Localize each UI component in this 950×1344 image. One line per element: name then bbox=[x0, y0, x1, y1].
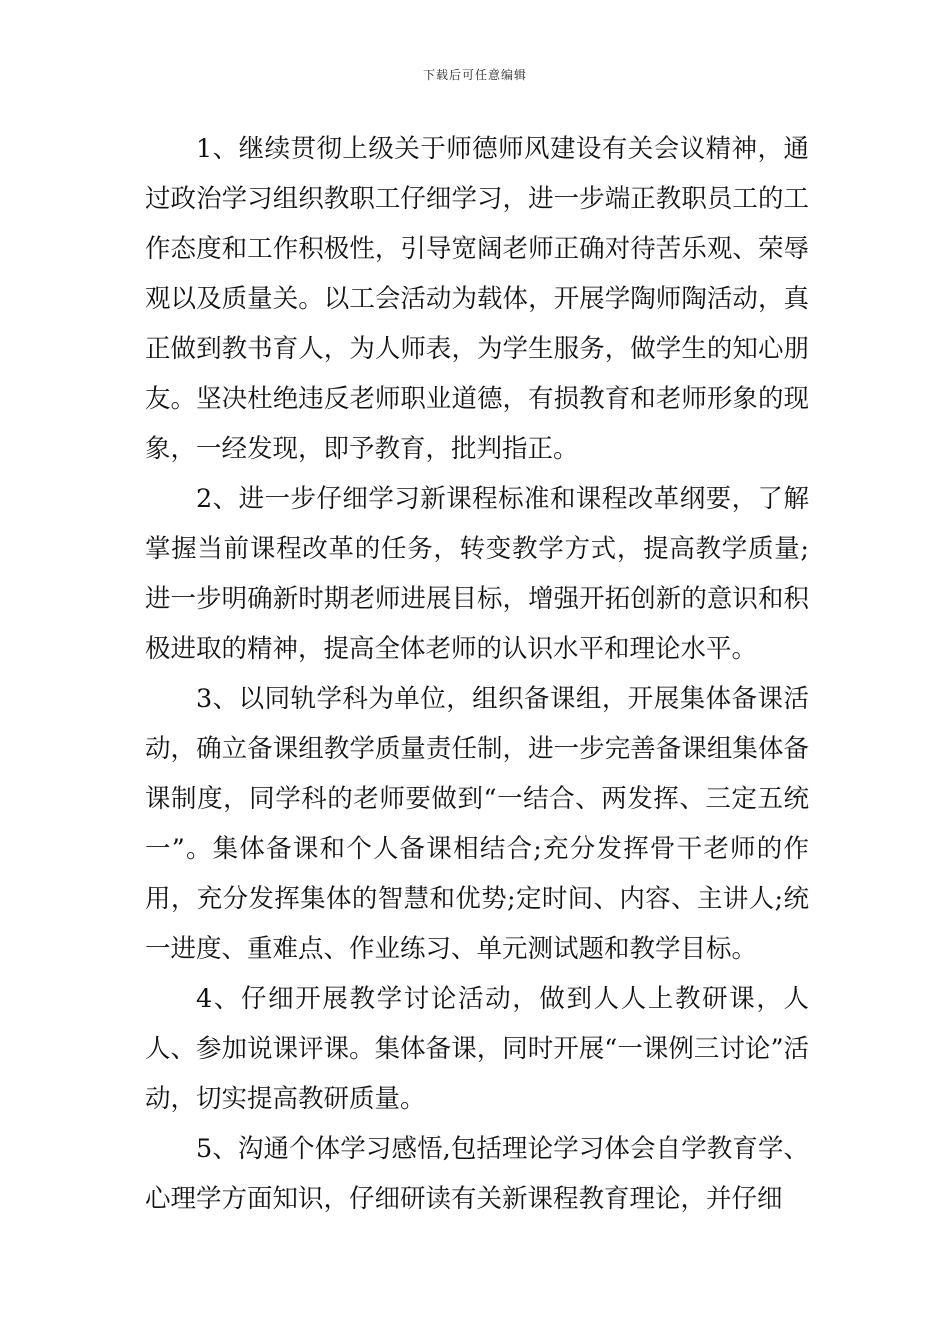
paragraph-2: 2、进一步仔细学习新课程标准和课程改革纲要，了解掌握当前课程改革的任务，转变教学方式，提高教学质量;进一步明确新时期老师进展目标，增强开拓创新的意识和积极进取的精神，提高全体老师的认识水平和理论水平。 bbox=[145, 484, 809, 664]
paragraph-1: 1、继续贯彻上级关于师德师风建设有关会议精神，通过政治学习组织教职工仔细学习，进一步端正教职员工的工作态度和工作积极性，引导宽阔老师正确对待苦乐观、荣辱观以及质量关。以工会活动为载体，开展学陶师陶活动，真正做到教书育人，为人师表，为学生服务，做学生的知心朋友。坚决杜绝违反老师职业道德，有损教育和老师形象的现象，一经发现，即予教育，批判指正。 bbox=[145, 134, 809, 464]
paragraph-5: 5、沟通个体学习感悟,包括理论学习体会自学教育学、心理学方面知识，仔细研读有关新课程教育理论，并仔细 bbox=[145, 1134, 809, 1214]
document-body bbox=[145, 124, 809, 1224]
paragraph-3: 3、以同轨学科为单位，组织备课组，开展集体备课活动，确立备课组教学质量责任制，进一步完善备课组集体备课制度，同学科的老师要做到“一结合、两发挥、三定五统一”。集体备课和个人备课相结合;充分发挥骨干老师的作用，充分发挥集体的智慧和优势;定时间、内容、主讲人;统一进度、重难点、作业练习、单元测试题和教学目标。 bbox=[145, 684, 809, 964]
header-note: 下载后可任意编辑 bbox=[422, 68, 527, 82]
paragraph-4: 4、仔细开展教学讨论活动，做到人人上教研课，人人、参加说课评课。集体备课，同时开展“一课例三讨论”活动，切实提高教研质量。 bbox=[145, 984, 809, 1114]
